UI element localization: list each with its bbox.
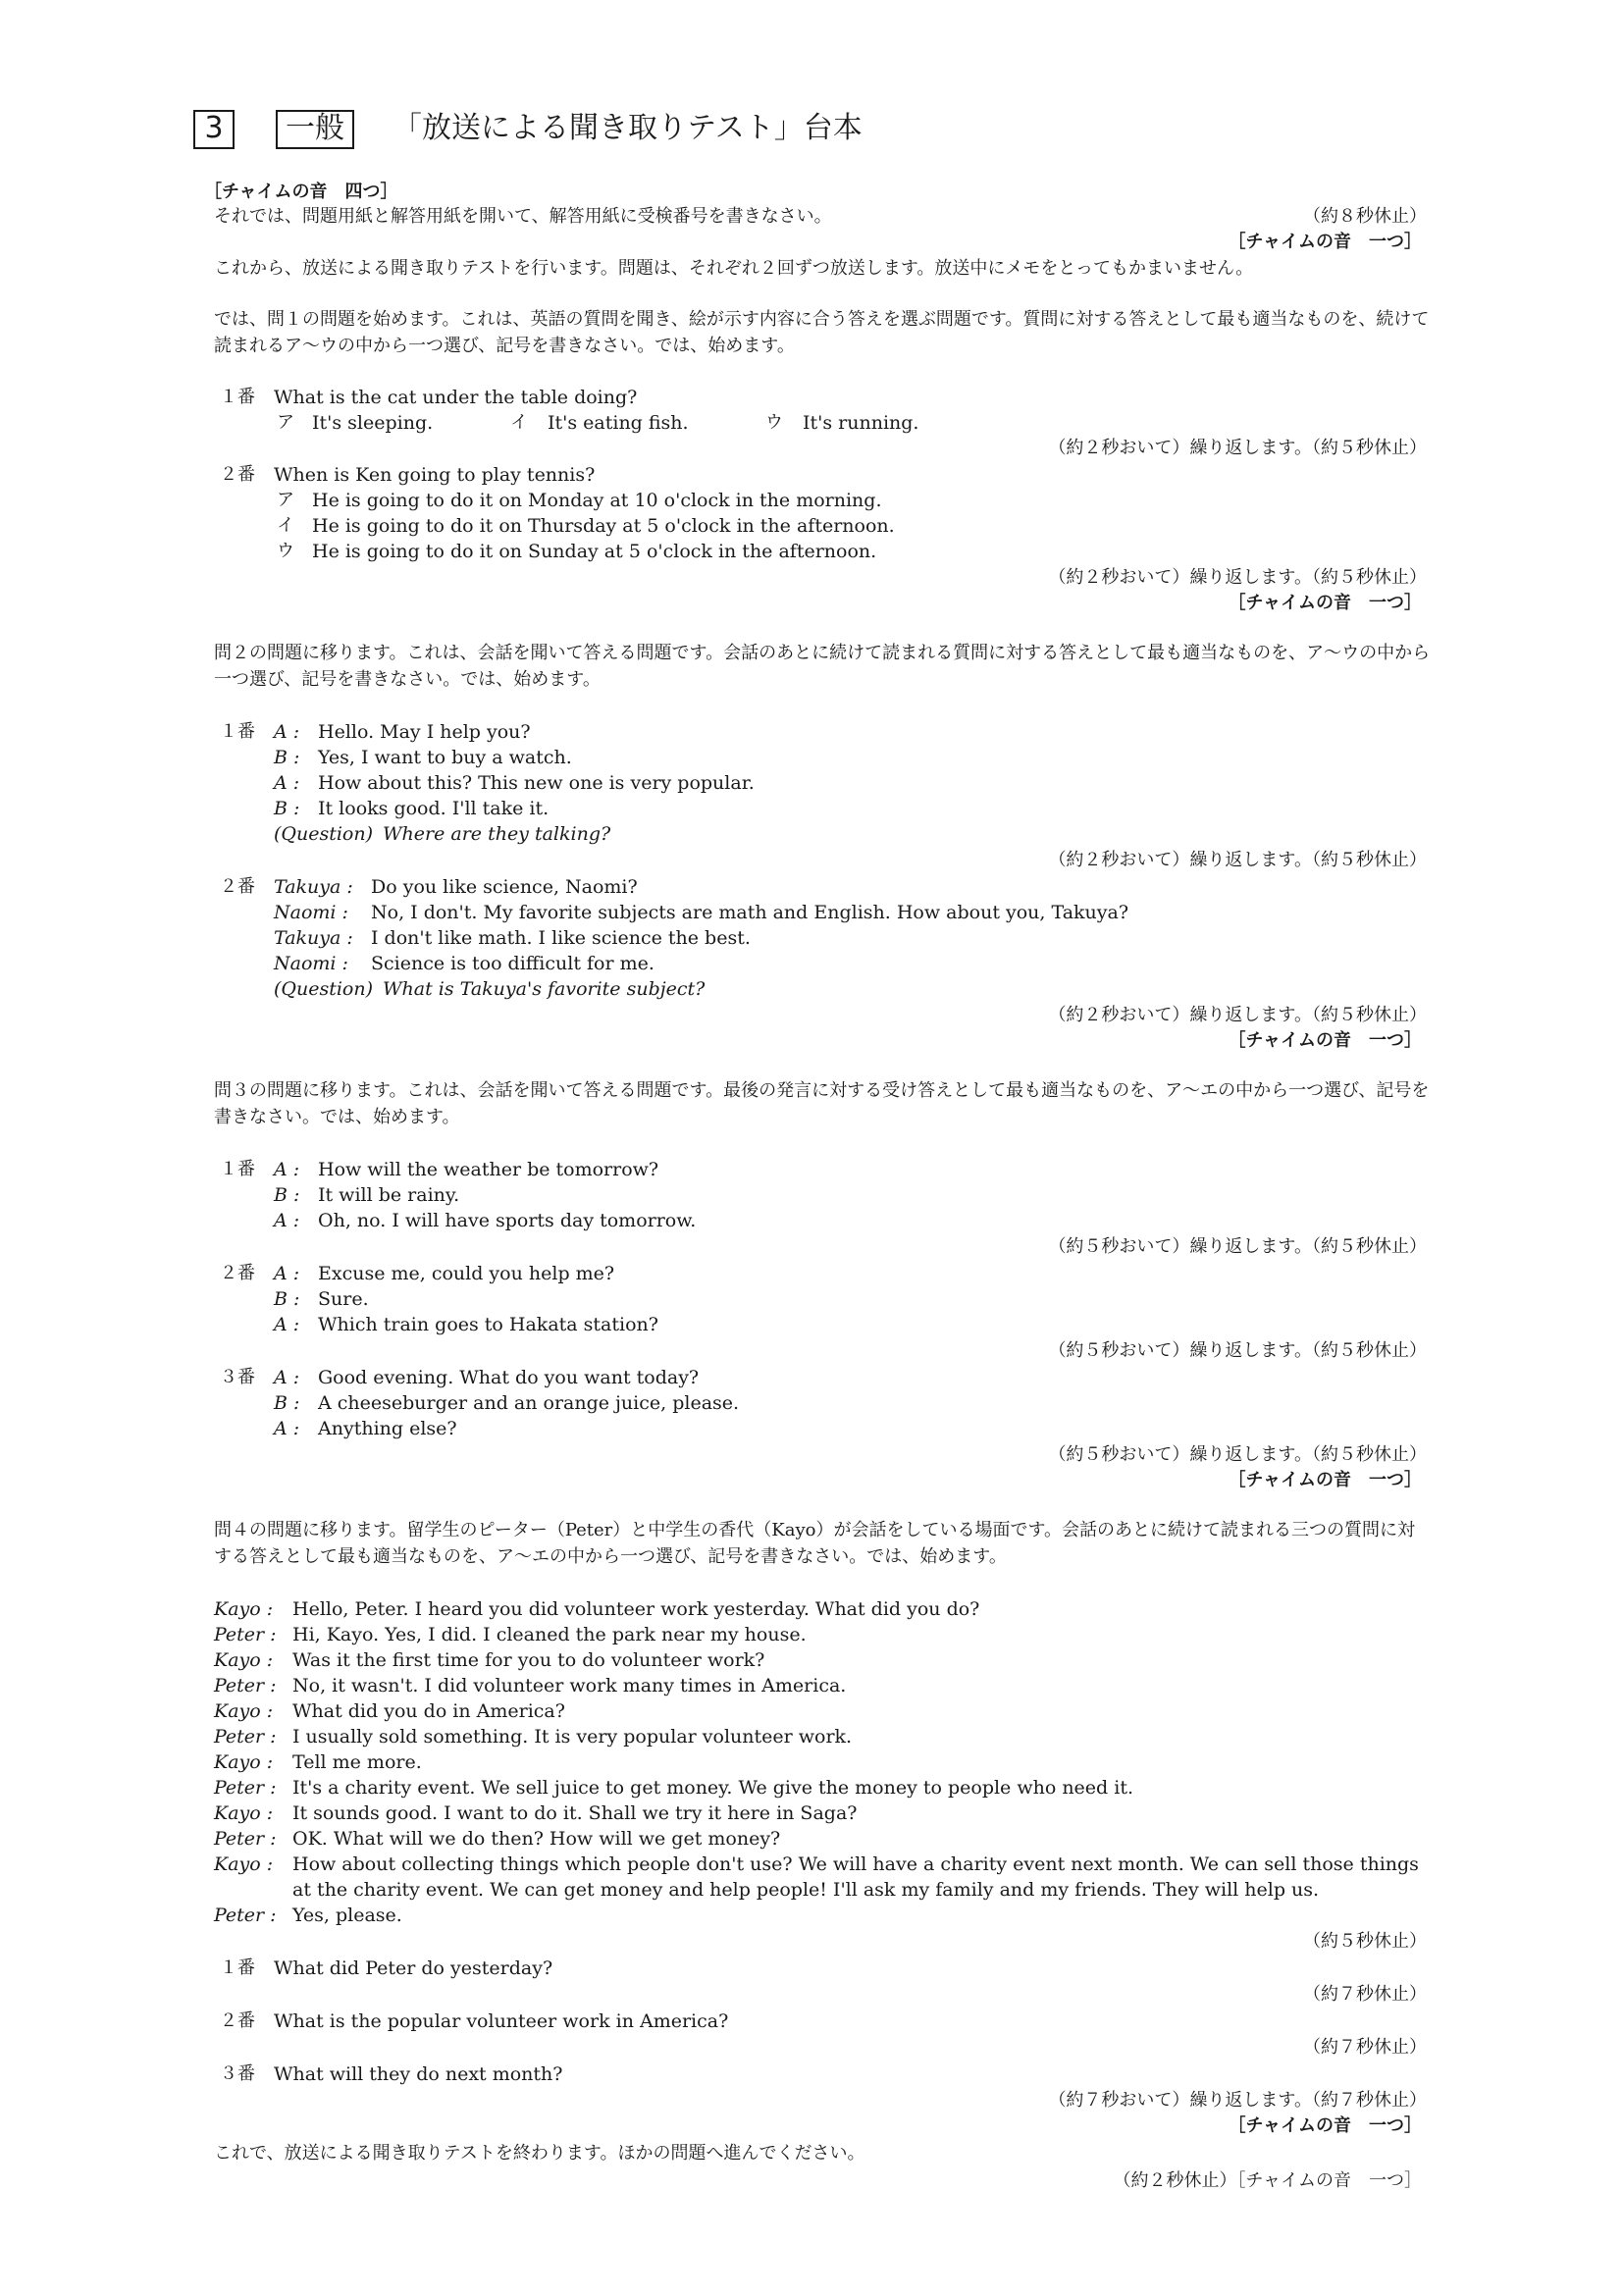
q4-line-5: What did you do in America? bbox=[292, 1700, 565, 1722]
q1-n2-label: ２番 bbox=[220, 464, 255, 485]
q1-n2-question: When is Ken going to play tennis? bbox=[274, 464, 596, 486]
q2-n1-line-3: How about this? This new one is very popular. bbox=[318, 772, 755, 794]
q4-line-6: I usually sold something. It is very popular volunteer work. bbox=[292, 1726, 853, 1748]
q4-pause-5sec: （約５秒休止） bbox=[1303, 1931, 1427, 1952]
q2-intro: 問２の問題に移ります。これは、会話を聞いて答える問題です。会話のあとに続けて読まれる質問に対する答えとして最も適当なものを、ア～ウの中から一つ選び、記号を書きなさい。では、始めます。 bbox=[214, 643, 1431, 690]
q4-line-7: Tell me more. bbox=[292, 1751, 422, 1773]
q3-n2-line-2: Sure. bbox=[318, 1288, 369, 1310]
q1-n1-repeat: （約２秒おいて）繰り返します。（約５秒休止） bbox=[1048, 438, 1427, 458]
category-box: 一般 bbox=[276, 110, 354, 149]
q3-n2-speaker-1: A : bbox=[274, 1263, 300, 1284]
q3-n2-speaker-2: B : bbox=[274, 1288, 300, 1310]
q4-line-10: OK. What will we do then? How will we get money? bbox=[292, 1828, 781, 1850]
q4-pause-7sec-b: （約７秒休止） bbox=[1303, 2037, 1427, 2058]
q4-line-3: Was it the first time for you to do volunteer work? bbox=[292, 1649, 765, 1671]
q1-n2-choice-u: He is going to do it on Sunday at 5 o'clock in the afternoon. bbox=[312, 541, 877, 562]
q4-line-9: It sounds good. I want to do it. Shall we try it here in Saga? bbox=[292, 1802, 858, 1824]
q1-n1-choice-u: It's running. bbox=[803, 412, 919, 434]
q3-n2-line-3: Which train goes to Hakata station? bbox=[318, 1314, 658, 1335]
q1-chime: ［チャイムの音 一つ］ bbox=[1228, 593, 1422, 613]
q2-n2-repeat: （約２秒おいて）繰り返します。（約５秒休止） bbox=[1048, 1005, 1427, 1025]
question-number-box: 3 bbox=[193, 110, 235, 149]
q3-n3-speaker-2: B : bbox=[274, 1392, 300, 1414]
q3-n3-label: ３番 bbox=[220, 1367, 255, 1387]
q4-n1-question: What did Peter do yesterday? bbox=[274, 1957, 553, 1979]
q4-line-11: How about collecting things which people don't use? We will have a charity event next month. We can sell those things at the charity event. We can get money and help people! I'll ask my family and my friends. They will help us. bbox=[292, 1853, 1419, 1901]
q2-n2-question: What is Takuya's favorite subject? bbox=[383, 978, 706, 1000]
q4-speaker-11: Kayo : bbox=[214, 1853, 274, 1875]
q4-n2-question: What is the popular volunteer work in America? bbox=[274, 2010, 729, 2032]
q3-n1-speaker-3: A : bbox=[274, 1210, 300, 1231]
q3-n2-line-1: Excuse me, could you help me? bbox=[318, 1263, 615, 1284]
q4-speaker-10: Peter : bbox=[214, 1828, 277, 1850]
q4-chime: ［チャイムの音 一つ］ bbox=[1228, 2115, 1422, 2136]
q3-n1-speaker-1: A : bbox=[274, 1159, 300, 1180]
q2-n1-line-1: Hello. May I help you? bbox=[318, 721, 531, 743]
q2-n1-line-4: It looks good. I'll take it. bbox=[318, 798, 550, 819]
q4-intro: 問４の問題に移ります。留学生のピーター（Peter）と中学生の香代（Kayo）が会話をしている場面です。会話のあとに続けて読まれる三つの質問に対する答えとして最も適当なものを、ア～エの中から一つ選び、記号を書きなさい。では、始めます。 bbox=[214, 1520, 1416, 1567]
q3-n2-speaker-3: A : bbox=[274, 1314, 300, 1335]
opening-line2: これから、放送による聞き取りテストを行います。問題は、それぞれ２回ずつ放送します。放送中にメモをとってもかまいません。 bbox=[214, 258, 1254, 279]
q3-n1-repeat: （約５秒おいて）繰り返します。（約５秒休止） bbox=[1048, 1236, 1427, 1257]
q3-n3-line-3: Anything else? bbox=[318, 1418, 457, 1439]
q3-n2-label: ２番 bbox=[220, 1263, 255, 1283]
q2-n2-line-4: Science is too difficult for me. bbox=[371, 953, 654, 974]
q4-line-2: Hi, Kayo. Yes, I did. I cleaned the park near my house. bbox=[292, 1624, 807, 1645]
q2-n1-repeat: （約２秒おいて）繰り返します。（約５秒休止） bbox=[1048, 850, 1427, 870]
q4-speaker-8: Peter : bbox=[214, 1777, 277, 1799]
opening-line1: それでは、問題用紙と解答用紙を開いて、解答用紙に受検番号を書きなさい。 bbox=[214, 206, 832, 227]
q3-n1-speaker-2: B : bbox=[274, 1184, 300, 1206]
q2-n2-label: ２番 bbox=[220, 876, 255, 897]
q3-n3-line-2: A cheeseburger and an orange juice, please. bbox=[318, 1392, 740, 1414]
page-title: 「放送による聞き取りテスト」台本 bbox=[393, 111, 863, 145]
q2-n2-line-2: No, I don't. My favorite subjects are math and English. How about you, Takuya? bbox=[371, 902, 1129, 923]
q4-speaker-12: Peter : bbox=[214, 1905, 277, 1926]
q4-repeat: （約７秒おいて）繰り返します。（約７秒休止） bbox=[1048, 2090, 1427, 2111]
q4-speaker-4: Peter : bbox=[214, 1675, 277, 1696]
q2-chime: ［チャイムの音 一つ］ bbox=[1228, 1030, 1422, 1051]
q2-n1-line-2: Yes, I want to buy a watch. bbox=[318, 747, 572, 768]
q4-speaker-2: Peter : bbox=[214, 1624, 277, 1645]
q4-line-8: It's a charity event. We sell juice to get money. We give the money to people who need it. bbox=[292, 1777, 1133, 1799]
q3-n3-speaker-3: A : bbox=[274, 1418, 300, 1439]
q1-n2-choice-a: He is going to do it on Monday at 10 o'clock in the morning. bbox=[312, 490, 882, 511]
q2-n2-speaker-4: Naomi : bbox=[274, 953, 348, 974]
q3-n3-repeat: （約５秒おいて）繰り返します。（約５秒休止） bbox=[1048, 1444, 1427, 1465]
q1-n1-question: What is the cat under the table doing? bbox=[274, 387, 638, 408]
q4-speaker-6: Peter : bbox=[214, 1726, 277, 1748]
q2-n1-speaker-2: B : bbox=[274, 747, 300, 768]
q4-n3-label: ３番 bbox=[220, 2063, 255, 2084]
q1-n1-choice-u-mark: ウ bbox=[765, 412, 783, 433]
q3-n2-repeat: （約５秒おいて）繰り返します。（約５秒休止） bbox=[1048, 1340, 1427, 1361]
q2-n2-line-3: I don't like math. I like science the best. bbox=[371, 927, 751, 949]
q2-n1-question-label: (Question) bbox=[274, 823, 374, 845]
q1-n2-choice-i: He is going to do it on Thursday at 5 o'clock in the afternoon. bbox=[312, 515, 895, 537]
q4-speaker-7: Kayo : bbox=[214, 1751, 274, 1773]
pause-8sec: （約８秒休止） bbox=[1303, 206, 1427, 227]
q2-n2-speaker-1: Takuya : bbox=[274, 876, 353, 898]
q1-n2-choice-i-mark: イ bbox=[277, 515, 294, 536]
q3-n3-line-1: Good evening. What do you want today? bbox=[318, 1367, 700, 1388]
q3-n1-line-2: It will be rainy. bbox=[318, 1184, 460, 1206]
q4-line-12: Yes, please. bbox=[292, 1905, 402, 1926]
q2-n1-speaker-1: A : bbox=[274, 721, 300, 743]
q2-n2-speaker-3: Takuya : bbox=[274, 927, 353, 949]
q1-n2-repeat: （約２秒おいて）繰り返します。（約５秒休止） bbox=[1048, 567, 1427, 588]
q2-n2-speaker-2: Naomi : bbox=[274, 902, 348, 923]
q4-speaker-9: Kayo : bbox=[214, 1802, 274, 1824]
q2-n2-line-1: Do you like science, Naomi? bbox=[371, 876, 638, 898]
q1-intro: では、問１の問題を始めます。これは、英語の質問を聞き、絵が示す内容に合う答えを選ぶ問題です。質問に対する答えとして最も適当なものを、続けて読まれるア～ウの中から一つ選び、記号を書きなさい。では、始めます。 bbox=[214, 309, 1430, 356]
closing-line: これで、放送による聞き取りテストを終わります。ほかの問題へ進んでください。 bbox=[214, 2143, 865, 2164]
q1-n2-choice-u-mark: ウ bbox=[277, 541, 294, 561]
q3-intro: 問３の問題に移ります。これは、会話を聞いて答える問題です。最後の発言に対する受け答えとして最も適当なものを、ア～エの中から一つ選び、記号を書きなさい。では、始めます。 bbox=[214, 1080, 1430, 1127]
q1-n1-label: １番 bbox=[220, 387, 255, 407]
q4-speaker-1: Kayo : bbox=[214, 1598, 274, 1620]
closing-pause-chime: （約２秒休止）［チャイムの音 一つ］ bbox=[1113, 2170, 1422, 2191]
q4-n1-label: １番 bbox=[220, 1957, 255, 1978]
q2-n2-question-label: (Question) bbox=[274, 978, 374, 1000]
q1-n2-choice-a-mark: ア bbox=[277, 490, 294, 510]
q1-n1-choice-i: It's eating fish. bbox=[548, 412, 689, 434]
q2-n1-question: Where are they talking? bbox=[383, 823, 611, 845]
q4-pause-7sec-a: （約７秒休止） bbox=[1303, 1984, 1427, 2005]
q3-n1-label: １番 bbox=[220, 1159, 255, 1179]
q3-n1-line-3: Oh, no. I will have sports day tomorrow. bbox=[318, 1210, 697, 1231]
chime-four: ［チャイムの音 四つ］ bbox=[204, 182, 398, 202]
q2-n1-speaker-3: A : bbox=[274, 772, 300, 794]
chime-one-opening: ［チャイムの音 一つ］ bbox=[1228, 232, 1422, 252]
q4-n2-label: ２番 bbox=[220, 2010, 255, 2031]
q2-n1-label: １番 bbox=[220, 721, 255, 742]
q1-n1-choice-a-mark: ア bbox=[277, 412, 294, 433]
q4-speaker-3: Kayo : bbox=[214, 1649, 274, 1671]
q4-line-4: No, it wasn't. I did volunteer work many times in America. bbox=[292, 1675, 847, 1696]
q4-speaker-5: Kayo : bbox=[214, 1700, 274, 1722]
q4-line-1: Hello, Peter. I heard you did volunteer work yesterday. What did you do? bbox=[292, 1598, 980, 1620]
q4-n3-question: What will they do next month? bbox=[274, 2063, 563, 2085]
q2-n1-speaker-4: B : bbox=[274, 798, 300, 819]
q3-n3-speaker-1: A : bbox=[274, 1367, 300, 1388]
q1-n1-choice-i-mark: イ bbox=[510, 412, 528, 433]
q1-n1-choice-a: It's sleeping. bbox=[312, 412, 434, 434]
q3-n1-line-1: How will the weather be tomorrow? bbox=[318, 1159, 659, 1180]
q3-chime: ［チャイムの音 一つ］ bbox=[1228, 1470, 1422, 1490]
